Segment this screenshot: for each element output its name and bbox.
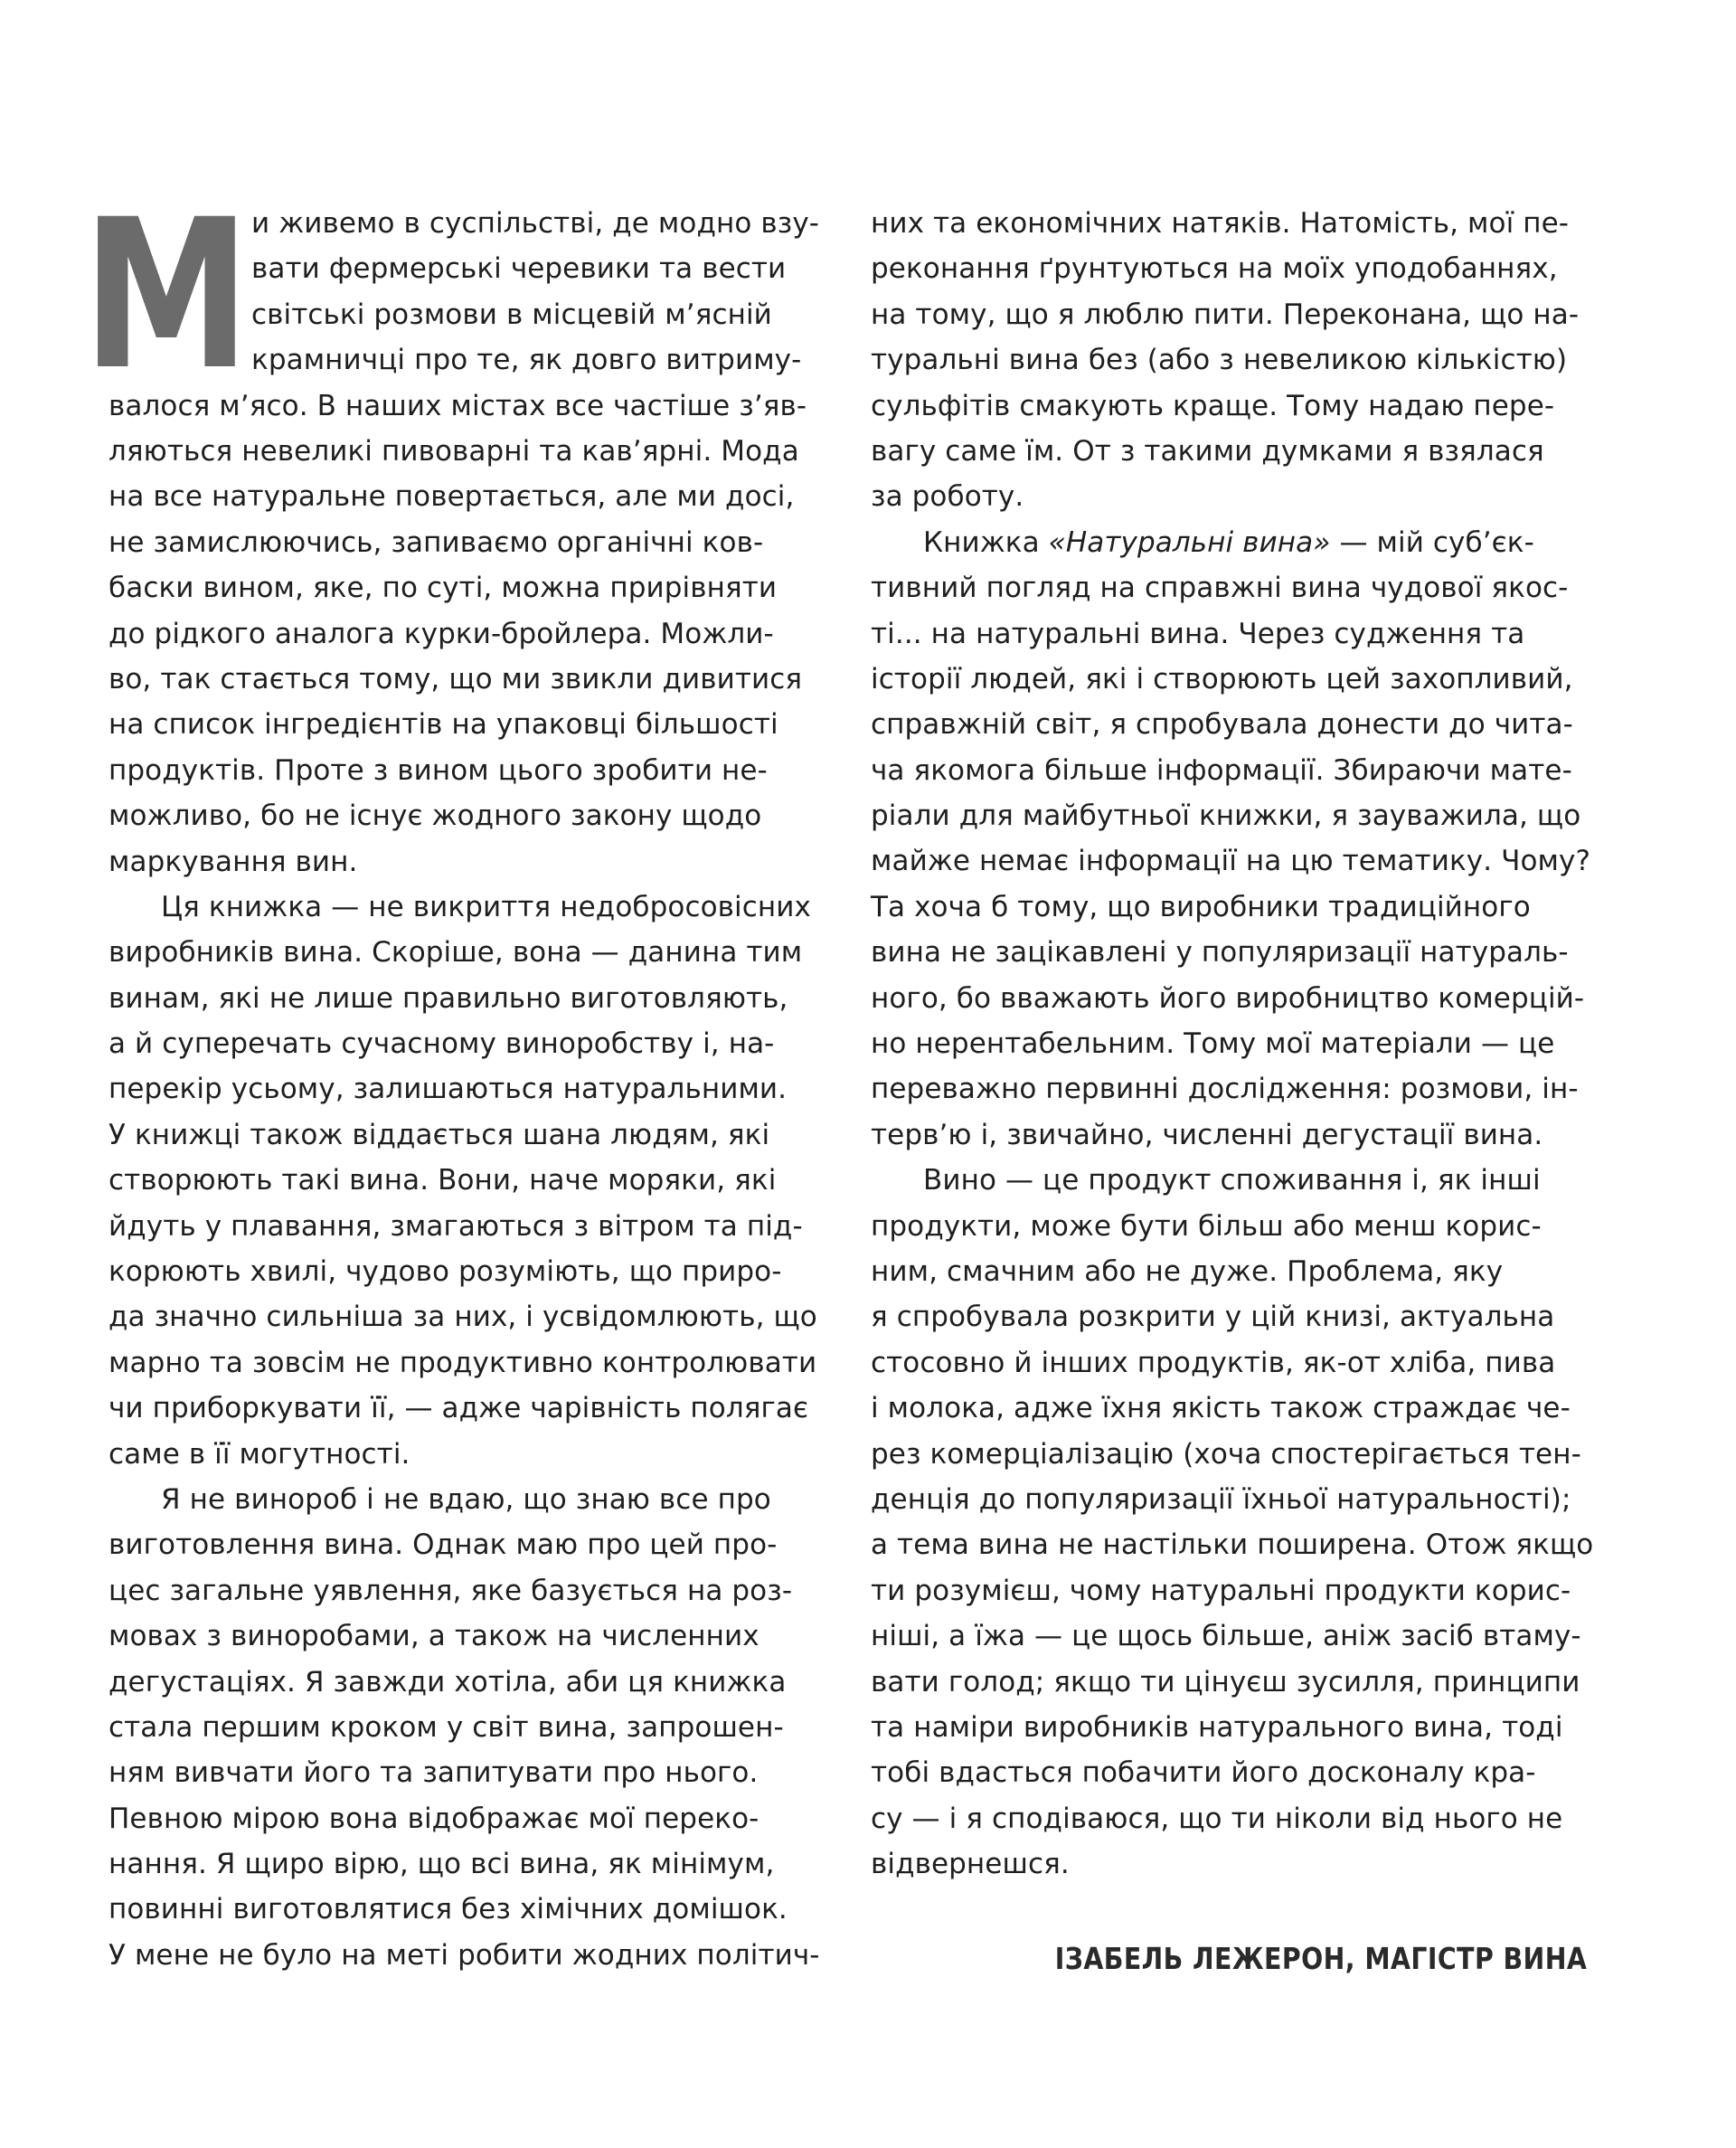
text-line: да значно сильніша за них, і усвідомлюють, що (108, 1301, 817, 1334)
text-line: виробників вина. Скоріше, вона — данина тим (108, 936, 803, 970)
text-line: мовах з виноробами, а також на численних (108, 1620, 760, 1653)
text-line: терв’ю і, звичайно, численні дегустації вина. (871, 1118, 1543, 1151)
text-line: продуктів. Проте з вином цього зробити не- (108, 753, 768, 787)
text-line: стала першим кроком у світ вина, запрошен- (108, 1710, 784, 1744)
left-column (81, 175, 830, 1978)
text-line: ніші, а їжа — це щось більше, аніж засіб втаму- (871, 1620, 1581, 1653)
text-line: ріали для майбутньої книжки, я зауважила, що (871, 800, 1581, 833)
text-line: за роботу. (871, 480, 1024, 514)
text-line: перекір усьому, залишаються натуральними. (108, 1073, 788, 1106)
paragraph-3-continued (871, 201, 1592, 520)
text-line: баски вином, яке, по суті, можна прирівняти (108, 572, 778, 605)
text-line: продукти, може бути більш або менш корис- (871, 1209, 1542, 1243)
text-line: ням вивчати його та запитувати про нього. (108, 1756, 759, 1790)
text-line: ного, бо вважають його виробництво комерцій- (871, 981, 1585, 1015)
text-line: маркування вин. (108, 845, 358, 878)
text-line: винам, які не лише правильно виготовляють, (108, 981, 788, 1015)
text-line: денція до популяризації їхньої натуральності); (871, 1482, 1571, 1516)
text-line: можливо, бо не існує жодного закону щодо (108, 800, 762, 833)
text-line: переважно первинні дослідження: розмови, ін- (871, 1073, 1579, 1106)
book-title: «Натуральні вина» (1048, 525, 1331, 559)
text-line: на список інгредієнтів на упаковці більшості (108, 708, 778, 742)
text-line: а тема вина не настільки поширена. Отож якщо (871, 1528, 1594, 1562)
author-signature: ІЗАБЕЛЬ ЛЕЖЕРОН, МАГІСТР ВИНА (1054, 1941, 1587, 1976)
text-line: я спробувала розкрити у цій книзі, актуальна (871, 1301, 1555, 1334)
text-line: саме в її могутності. (108, 1437, 410, 1471)
text-line: тивний погляд на справжні вина чудової якос- (871, 572, 1569, 605)
text-line: нання. Я щиро вірю, що всі вина, як мінімум, (108, 1848, 775, 1881)
text-line: ним, смачним або не дуже. Проблема, яку (871, 1254, 1504, 1288)
text-fragment: — мій суб’єк- (1330, 525, 1534, 559)
text-line: корюють хвилі, чудово розуміють, що приро- (108, 1255, 782, 1289)
drop-cap: М (81, 175, 247, 415)
text-line: майже немає інформації на цю тематику. Чому? (871, 845, 1591, 878)
text-line: них та економічних натяків. Натомість, мої пе- (871, 207, 1570, 240)
text-line: су — і я сподіваюся, що ти ніколи від нього не (871, 1802, 1563, 1835)
text-line: і молока, адже їхня якість також страждає че- (871, 1392, 1571, 1425)
text-line: а й суперечать сучасному виноробству і, на- (108, 1027, 775, 1061)
text-line: У книжці також віддається шана людям, які (108, 1118, 770, 1151)
paragraph-4 (871, 520, 1592, 1158)
paragraph-5 (871, 1158, 1592, 1887)
dropcap-lines (251, 201, 819, 383)
text-line: історії людей, які і створюють цей захопливий, (871, 662, 1573, 695)
text-line: марно та зовсім не продуктивно контролювати (108, 1346, 817, 1379)
text-line: вина не зацікавлені у популяризації натураль- (871, 936, 1569, 970)
text-line: реконання ґрунтуються на моїх уподобаннях, (871, 252, 1558, 286)
text-line: світські розмови в місцевій м’ясній (251, 298, 772, 331)
text-line: Певною мірою вона відображає мої переко- (108, 1802, 760, 1835)
text-line (871, 520, 1592, 565)
text-line: на все натуральне повертається, але ми досі, (108, 480, 795, 514)
text-line: во, так стається тому, що ми звикли дивитися (108, 662, 803, 695)
text-fragment: Книжка (923, 525, 1049, 559)
text-line: крамничці про те, як довго витриму- (251, 344, 802, 377)
text-line: справжній світ, я спробувала донести до чита- (871, 708, 1573, 742)
text-line: тобі вдасться побачити його досконалу кра- (871, 1756, 1536, 1790)
text-line: Вино — це продукт споживання і, як інші (923, 1164, 1541, 1197)
text-line: вагу саме їм. От з такими думками я взялася (871, 434, 1544, 468)
text-line: чи приборкувати її, — адже чарівність полягає (108, 1392, 809, 1425)
right-column (871, 201, 1592, 1887)
text-line: Та хоча б тому, що виробники традиційного (871, 890, 1531, 923)
text-line: вати голод; якщо ти цінуєш зусилля, принципи (871, 1665, 1580, 1699)
text-line: йдуть у плавання, змагаються з вітром та під- (108, 1209, 803, 1243)
text-line: та наміри виробників натурального вина, тоді (871, 1710, 1563, 1744)
text-line: У мене не було на меті робити жодних політич- (108, 1938, 820, 1972)
text-line: сульфітів смакують краще. Тому надаю пере- (871, 389, 1555, 422)
text-line: ті... на натуральні вина. Через судження та (871, 617, 1525, 650)
paragraph-3 (108, 1477, 830, 1978)
text-line: створюють такі вина. Вони, наче моряки, які (108, 1164, 777, 1197)
text-line: и живемо в суспільстві, де модно взу- (251, 207, 820, 240)
paragraph-2 (108, 885, 830, 1477)
text-line: но нерентабельним. Тому мої матеріали — це (871, 1027, 1555, 1061)
paragraph-1 (108, 383, 830, 885)
text-line: цес загальне уявлення, яке базується на роз- (108, 1574, 793, 1607)
text-line: повинні виготовлятися без хімічних домішок. (108, 1893, 788, 1926)
text-line: стосовно й інших продуктів, як-от хліба, пива (871, 1346, 1556, 1379)
text-line: Я не винороб і не вдаю, що знаю все про (161, 1482, 771, 1516)
text-line: до рідкого аналога курки-бройлера. Можли- (108, 617, 774, 650)
text-line: ти розумієш, чому натуральні продукти корис- (871, 1574, 1571, 1607)
text-line: ча якомога більше інформації. Збираючи мате- (871, 753, 1572, 787)
text-line: туральні вина без (або з невеликою кількістю) (871, 344, 1568, 377)
text-line: дегустаціях. Я завжди хотіла, аби ця книжка (108, 1665, 787, 1699)
text-line: Ця книжка — не викриття недобросовісних (161, 890, 811, 923)
text-line: відвернешся. (871, 1848, 1070, 1881)
text-line: не замислюючись, запиваємо органічні ков- (108, 525, 764, 559)
text-line: виготовлення вина. Однак маю про цей про- (108, 1528, 778, 1562)
text-line: ляються невеликі пивоварні та кав’ярні. Мода (108, 434, 799, 468)
text-line: вати фермерські черевики та вести (251, 252, 787, 286)
text-line: валося м’ясо. В наших містах все частіше з’яв- (108, 389, 807, 422)
text-line: рез комерціалізацію (хоча спостерігається тен- (871, 1437, 1581, 1471)
text-line: на тому, що я люблю пити. Переконана, що на- (871, 298, 1580, 331)
